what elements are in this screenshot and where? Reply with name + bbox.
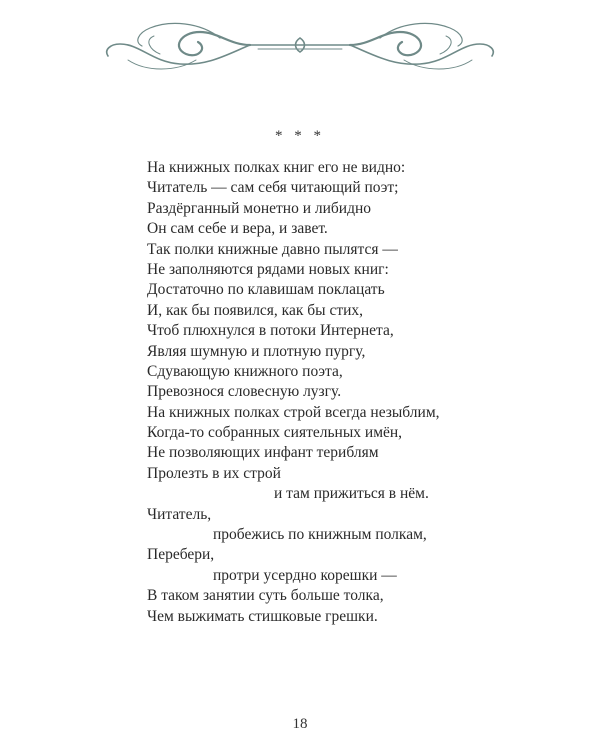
poem-line: Не позволяющих инфант териблям	[147, 444, 379, 462]
section-separator: * * *	[275, 128, 325, 144]
poem-line: Сдувающую книжного поэта,	[147, 362, 343, 380]
poem-line: Чтоб плюхнулся в потоки Интернета,	[147, 322, 394, 340]
poem-line: Раздёрганный монетно и либидно	[147, 199, 372, 217]
poem-line: Перебери,	[147, 546, 215, 564]
poem-line: Являя шумную и плотную пургу,	[147, 342, 366, 360]
poem-line: Читатель,	[147, 505, 212, 523]
page-number: 18	[292, 716, 308, 732]
poem-line: Достаточно по клавишам поклацать	[147, 281, 385, 299]
poem-line: Читатель — сам себя читающий поэт;	[147, 179, 399, 197]
poem-line: Он сам себе и вера, и завет.	[147, 220, 328, 238]
poem-line: пробежись по книжным полкам,	[213, 526, 427, 544]
poem-line: На книжных полках строй всегда незыблим,	[147, 403, 440, 421]
poem-text	[147, 158, 577, 627]
poem-line: Чем выжимать стишковые грешки.	[147, 607, 378, 625]
poem-line: На книжных полках книг его не видно:	[147, 159, 406, 176]
flourish-divider-icon	[100, 14, 500, 76]
poem-line: И, как бы появился, как бы стих,	[147, 301, 364, 319]
poem-line: протри усердно корешки —	[213, 566, 397, 584]
poem-line: Пролезть в их строй	[147, 464, 281, 482]
poem-line: Так полки книжные давно пылятся —	[147, 240, 398, 258]
poem-line: Превозноcя словесную лузгу.	[147, 383, 342, 401]
poem-line: и там прижиться в нём.	[274, 485, 429, 503]
poem-line: В таком занятии суть больше толка,	[147, 587, 384, 605]
poem-line: Не заполняются рядами новых книг:	[147, 260, 389, 278]
poem-line: Когда-то собранных сиятельных имён,	[147, 424, 403, 442]
